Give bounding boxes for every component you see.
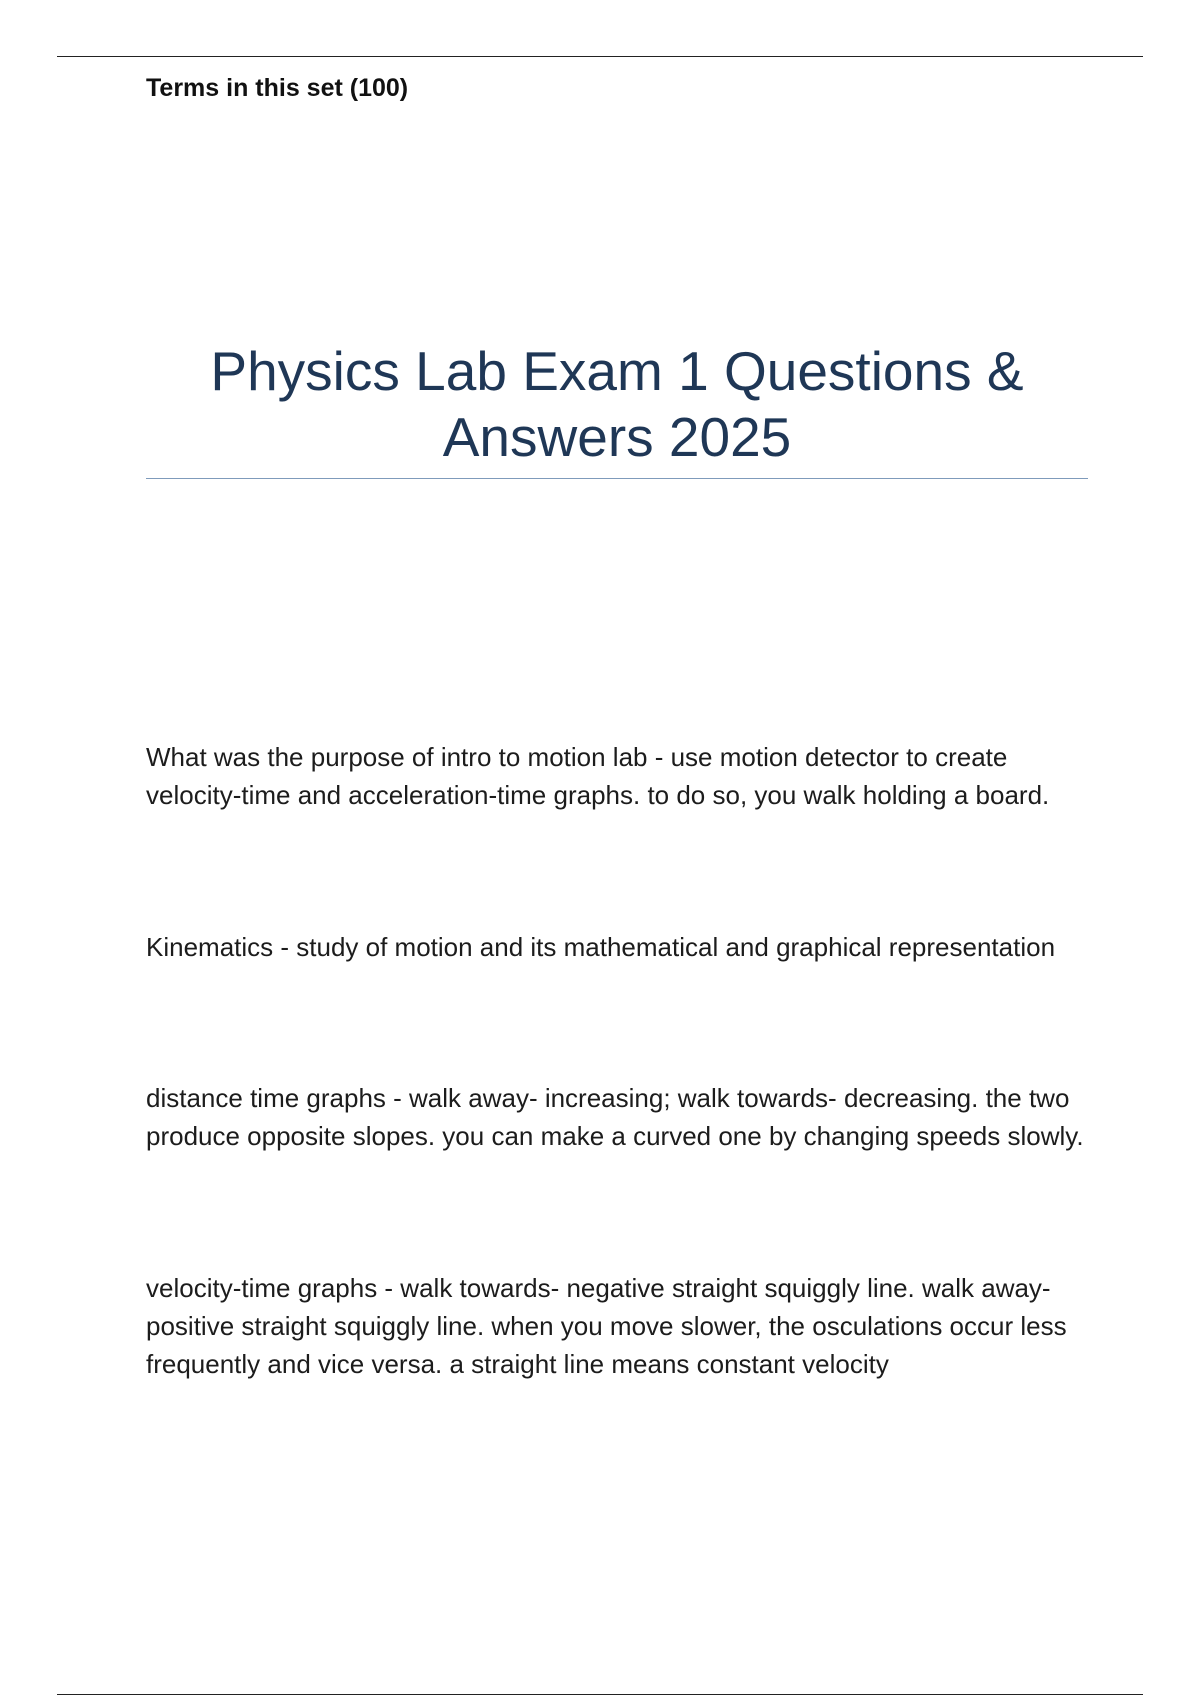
term-item: Kinematics - study of motion and its mathematical and graphical representation	[146, 932, 1056, 962]
title-underline	[146, 478, 1088, 479]
terms-count-heading: Terms in this set (100)	[146, 74, 409, 102]
term-item: velocity-time graphs - walk towards- negative straight squiggly line. walk away- positive straight squiggly line. when you move slower, the osculations occur less frequently and vice versa. a straight line means constant velocity	[146, 1273, 1067, 1379]
term-item: distance time graphs - walk away- increasing; walk towards- decreasing. the two produce opposite slopes. you can make a curved one by changing speeds slowly.	[146, 1083, 1084, 1151]
top-divider	[57, 56, 1143, 57]
document-title: Physics Lab Exam 1 Questions & Answers 2025	[210, 340, 1024, 468]
bottom-divider	[57, 1694, 1143, 1695]
term-item: What was the purpose of intro to motion lab - use motion detector to create velocity-time and acceleration-time graphs. to do so, you walk holding a board.	[146, 742, 1050, 810]
title-block	[146, 338, 1088, 470]
